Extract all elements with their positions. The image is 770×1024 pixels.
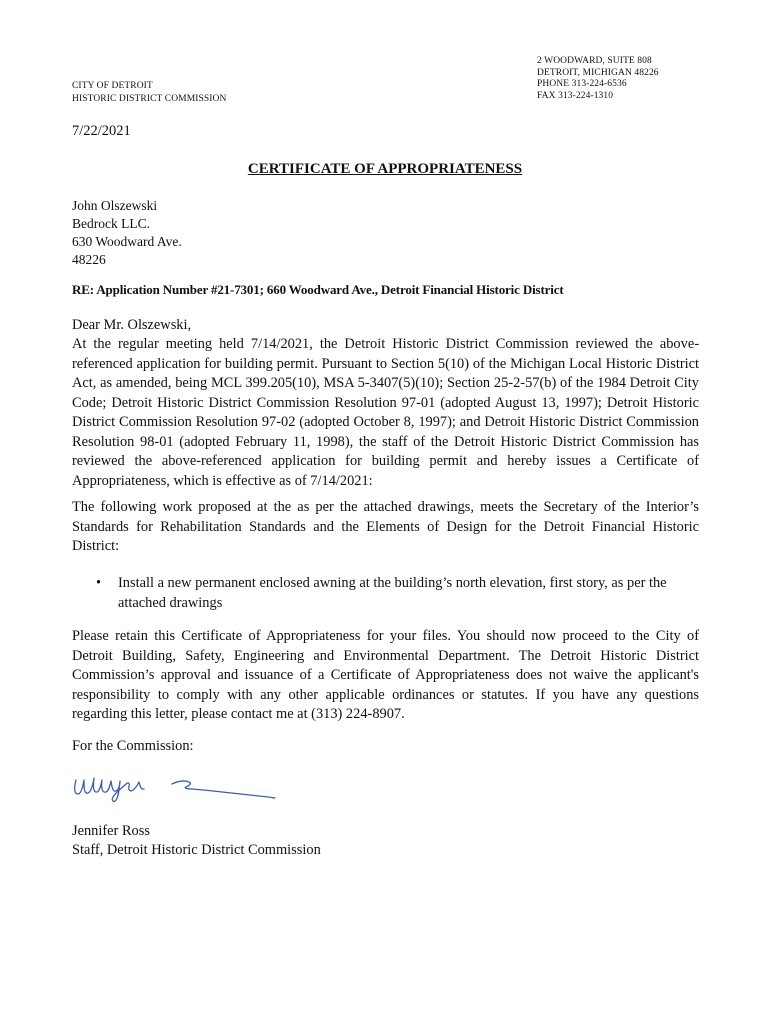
org-line-city: CITY OF DETROIT [72, 81, 153, 91]
work-item-text: Install a new permanent enclosed awning at the building’s north elevation, first story, as per the attached drawings [118, 575, 667, 611]
subject-line: RE: Application Number #21-7301; 660 Woodward Ave., Detroit Financial Historic District [72, 282, 564, 297]
document-title: CERTIFICATE OF APPROPRIATENESS [247, 161, 523, 177]
org-line-commission: HISTORIC DISTRICT COMMISSION [72, 93, 227, 104]
contact-phone: PHONE 313-224-6536 [537, 79, 627, 89]
signer-title: Staff, Detroit Historic District Commission [72, 842, 321, 858]
contact-fax: FAX 313-224-1310 [537, 90, 614, 101]
closing-line: For the Commission: [72, 738, 194, 754]
paragraph-approval: At the regular meeting held 7/14/2021, the Detroit Historic District Commission reviewed the above-referenced application for building permit. Pursuant to Section 5(10) of the Michigan Local Historic District Act, as amended, being MCL 399.205(10), MSA 5-3407(5)(10); Section 25-2-57(b) of the 1984 Detroit City Code; Detroit Historic District Commission Resolution 97-01 (adopted August 13, 1997); Detroit Historic District Commission Resolution 97-02 (adopted October 8, 1997); and Detroit Historic District Commission Resolution 98-01 (adopted February 11, 1998), the staff of the Detroit Historic District Commission has reviewed the above-referenced application for building permit and hereby issues a Certificate of Appropriateness, which is effective as of 7/14/2021: [72, 336, 699, 489]
recipient-company: Bedrock LLC. [72, 216, 150, 231]
recipient-zip: 48226 [72, 252, 106, 267]
recipient-street: 630 Woodward Ave. [72, 234, 182, 249]
recipient-name: John Olszewski [72, 198, 158, 213]
work-items-list [72, 574, 699, 613]
list-item [72, 574, 699, 613]
bullet-icon: • [96, 575, 102, 591]
letter-date: 7/22/2021 [72, 123, 131, 139]
paragraph-work-proposed: The following work proposed at the as per the attached drawings, meets the Secretary of the Interior’s Standards for Rehabilitation Standards and the Elements of Design for the Detroit Financial Historic District: [72, 499, 699, 554]
signer-name: Jennifer Ross [72, 823, 150, 839]
letterhead-contact [537, 56, 659, 102]
signer-block [72, 822, 321, 860]
contact-address-street: 2 WOODWARD, SUITE 808 [537, 56, 652, 66]
contact-address-city: DETROIT, MICHIGAN 48226 [537, 67, 659, 78]
paragraph-instructions: Please retain this Certificate of Appropriateness for your files. You should now proceed to the City of Detroit Building, Safety, Engineering and Environmental Department. The Detroit Historic District Commission’s approval and issuance of a Certificate of Appropriateness does not waive the applicant's responsibility to comply with any other applicable ordinances or statutes. If you have any questions regarding this letter, please contact me at (313) 224-8907. [72, 628, 699, 722]
letterhead-organization [72, 80, 226, 105]
salutation: Dear Mr. Olszewski, [72, 317, 192, 333]
recipient-address [72, 197, 182, 269]
handwritten-signature [68, 766, 283, 806]
signature-strokes [75, 778, 275, 801]
